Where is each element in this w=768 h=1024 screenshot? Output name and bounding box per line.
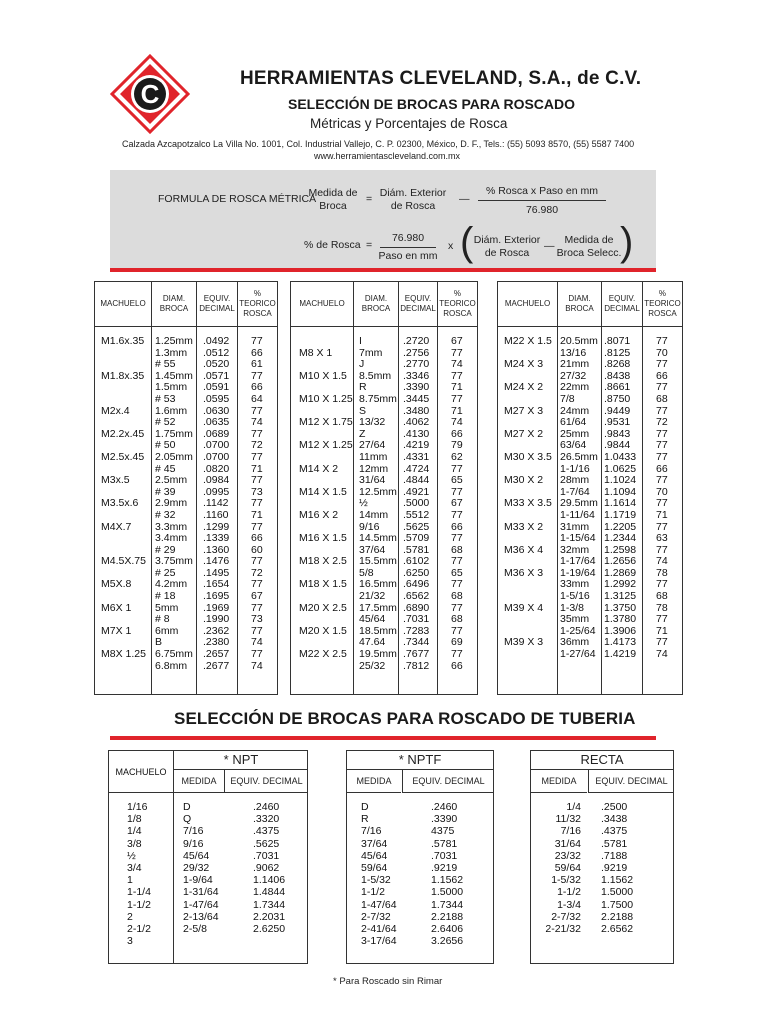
npt-equiv-header: EQUIV. DECIMAL (224, 770, 308, 793)
formula-label: FORMULA DE ROSCA MÉTRICA (158, 193, 317, 205)
formula1-equals: = (366, 193, 373, 205)
formula1-denominator: 76.980 (525, 204, 559, 216)
formula2-term-b-line2: Broca Selecc. (556, 247, 622, 259)
formula1-term-line2: de Rosca (390, 200, 436, 212)
npt-medida-header: MEDIDA (173, 770, 224, 793)
formula2-term-b-line1: Medida de (564, 234, 614, 246)
company-name: HERRAMIENTAS CLEVELAND, S.A., de C.V. (240, 68, 642, 89)
nptf-equiv-header: EQUIV. DECIMAL (402, 770, 494, 793)
header-pct: % TEORICO ROSCA (643, 282, 683, 327)
formula2-equals: = (366, 239, 373, 251)
col-divider (173, 792, 174, 963)
formula1-lhs-line1: Medida de (308, 187, 358, 199)
formula1-term-line1: Diám. Exterior (379, 187, 447, 199)
npt-table (108, 750, 308, 964)
company-website[interactable]: www.herramientascleveland.com.mx (314, 151, 461, 161)
col-machuelo: M1.6x.35 M1.8x.35 M2x.4 M2.2x.45 M2.5x.45 M3x.5 M3.5x.6 M4X.7 M4.5X.75 M5X.8 M6X 1 M7X 1 M8X 1.25 (101, 335, 146, 661)
col-divider (601, 326, 602, 694)
col-diam: 1.25mm 1.3mm # 55 1.45mm 1.5mm # 53 1.6mm # 52 1.75mm # 50 2.05mm # 45 2.5mm # 39 2.9mm # 32 3.3mm 3.4mm # 29 3.75mm # 25 4.2mm # 18 5mm # 8 6mm B 6.75mm 6.8mm (155, 335, 193, 672)
col-divider (642, 326, 643, 694)
formula2-numerator: 76.980 (391, 232, 425, 244)
col-machuelo: M22 X 1.5 M24 X 3 M24 X 2 M27 X 3 M27 X 2 M30 X 3.5 M30 X 2 M33 X 3.5 M33 X 2 M36 X 4 M36 X 3 M39 X 4 M39 X 3 (504, 335, 552, 649)
recta-medida-header: MEDIDA (531, 770, 587, 793)
header-pct: % TEORICO ROSCA (438, 282, 478, 327)
formula2-times: x (448, 240, 454, 252)
formula1-fraction-bar (478, 200, 606, 201)
formula2-term-a (472, 234, 542, 260)
col-equiv: .2720 .2756 .2770 .3346 .3390 .3445 .3480 .4062 .4130 .4219 .4331 .4724 .4844 .4921 .5000 .5512 .5625 .5709 .5781 .6102 .6250 .6496 .6562 .6890 .7031 .7283 .7344 .7677 .7812 (403, 335, 430, 672)
header-pct: % TEORICO ROSCA (238, 282, 278, 327)
formula-box (110, 170, 656, 268)
npt-col-equiv: .2460 .3320 .4375 .5625 .7031 .9062 1.1406 1.4844 1.7344 2.2031 2.6250 (253, 801, 286, 936)
formula2-term-a-line1: Diám. Exterior (473, 234, 541, 246)
col-machuelo: M8 X 1 M10 X 1.5 M10 X 1.25 M12 X 1.75 M12 X 1.25 M14 X 2 M14 X 1.5 M16 X 2 M16 X 1.5 M18 X 2.5 M18 X 1.5 M20 X 2.5 M20 X 1.5 M22 X 2.5 (299, 346, 353, 661)
col-divider (237, 326, 238, 694)
col-divider (398, 326, 399, 694)
formula2-close-paren: ) (620, 220, 634, 264)
col-divider (557, 326, 558, 694)
footnote: * Para Roscado sin Rimar (333, 976, 443, 987)
recta-table (530, 750, 674, 964)
nptf-table (346, 750, 494, 964)
col-equiv: .8071 .8125 .8268 .8438 .8661 .8750 .9449 .9531 .9843 .9844 1.0433 1.0625 1.1024 1.1094 1.1614 1.1719 1.2205 1.2344 1.2598 1.2656 1.2869 1.2992 1.3125 1.3750 1.3780 1.3906 1.4173 1.4219 (604, 335, 637, 661)
header-machuelo: MACHUELO (291, 282, 354, 327)
formula1-minus: — (459, 193, 470, 205)
formula2-lhs: % de Rosca (304, 239, 361, 251)
nptf-medida-header: MEDIDA (347, 770, 401, 793)
company-address: Calzada Azcapotzalco La Villa No. 1001, Col. Industrial Vallejo, C. P. 02300, México, D. F., Tels.: (55) 5093 8570, (55) 5587 7400 (122, 139, 635, 149)
col-divider (437, 326, 438, 694)
npt-col-machuelo: 1/16 1/8 1/4 3/8 ½ 3/4 1 1-1/4 1-1/2 2 2-1/2 3 (127, 801, 151, 948)
header-equiv: EQUIV. DECIMAL (399, 282, 438, 327)
metric-table-2 (290, 281, 478, 695)
header-equiv: EQUIV. DECIMAL (197, 282, 238, 327)
npt-col-medida: D Q 7/16 9/16 45/64 29/32 1-9/64 1-31/64 1-47/64 2-13/64 2-5/8 (183, 801, 219, 936)
company-logo (110, 54, 190, 134)
formula2-open-paren: ( (460, 220, 474, 264)
formula2-fraction-bar (380, 247, 436, 248)
formula1-numerator: % Rosca x Paso en mm (485, 185, 599, 197)
formula2-minus: — (544, 240, 555, 252)
col-equiv: .0492 .0512 .0520 .0571 .0591 .0595 .0630 .0635 .0689 .0700 .0700 .0820 .0984 .0995 .1142 .1160 .1299 .1339 .1360 .1476 .1495 .1654 .1695 .1969 .1990 .2362 .2380 .2657 .2677 (203, 335, 230, 672)
document-title: SELECCIÓN DE BROCAS PARA ROSCADO (288, 96, 576, 112)
tuberia-title: SELECCIÓN DE BROCAS PARA ROSCADO DE TUBERIA (174, 709, 636, 728)
recta-header: RECTA (531, 751, 673, 770)
nptf-col-medida: D R 7/16 37/64 45/64 59/64 1-5/32 1-1/2 1-47/64 2-7/32 2-41/64 3-17/64 (361, 801, 397, 948)
col-divider (196, 326, 197, 694)
header-diam: DIAM. BROCA (558, 282, 602, 327)
header-machuelo: MACHUELO (498, 282, 558, 327)
npt-header: * NPT (173, 751, 308, 770)
col-diam: 20.5mm 13/16 21mm 27/32 22mm 7/8 24mm 61/64 25mm 63/64 26.5mm 1-1/16 28mm 1-7/64 29.5mm 1-11/64 31mm 1-15/64 32mm 1-17/64 1-19/64 33mm 1-5/16 1-3/8 35mm 1-25/64 36mm 1-27/64 (560, 335, 598, 661)
nptf-header: * NPTF (347, 751, 493, 770)
recta-col-equiv: .2500 .3438 .4375 .5781 .7188 .9219 1.1562 1.5000 1.7500 2.2188 2.6562 (601, 801, 634, 936)
header-diam: DIAM. BROCA (354, 282, 399, 327)
formula2-term-b (556, 234, 622, 260)
document-subtitle: Métricas y Porcentajes de Rosca (310, 116, 508, 131)
header-diam: DIAM. BROCA (152, 282, 197, 327)
red-divider-bottom (110, 736, 656, 740)
recta-col-medida: 1/4 11/32 7/16 31/64 23/32 59/64 1-5/32 1-1/2 1-3/4 2-7/32 2-21/32 (545, 801, 581, 936)
header-machuelo: MACHUELO (95, 282, 152, 327)
metric-table-1 (94, 281, 278, 695)
formula2-term-a-line2: de Rosca (484, 247, 530, 259)
npt-machuelo-header: MACHUELO (109, 751, 173, 793)
col-divider (353, 326, 354, 694)
metric-table-3 (497, 281, 683, 695)
header-equiv: EQUIV. DECIMAL (602, 282, 643, 327)
col-pct: 67 77 74 77 71 77 71 74 66 79 62 77 65 77 67 77 66 77 68 77 65 77 68 77 68 77 69 77 66 (451, 335, 463, 672)
logo-letter: C (140, 79, 160, 109)
formula1-lhs (306, 187, 360, 213)
col-pct: 77 66 61 77 66 64 77 74 77 72 77 71 77 73 77 71 77 66 60 77 72 77 67 77 73 77 74 77 74 (251, 335, 263, 672)
col-divider (151, 326, 152, 694)
formula2-denominator: Paso en mm (378, 250, 438, 262)
col-pct: 77 70 77 66 77 68 77 72 77 77 77 66 77 70 77 71 77 63 77 74 78 77 68 78 77 71 77 74 (656, 335, 668, 661)
formula1-lhs-line2: Broca (319, 200, 347, 212)
nptf-col-equiv: .2460 .3390 4375 .5781 .7031 .9219 1.1562 1.5000 1.7344 2.2188 2.6406 3.2656 (431, 801, 464, 948)
red-divider-top (110, 268, 656, 272)
recta-equiv-header: EQUIV. DECIMAL (588, 770, 674, 793)
col-diam: I 7mm J 8.5mm R 8.75mm S 13/32 Z 27/64 11mm 12mm 31/64 12.5mm ½ 14mm 9/16 14.5mm 37/64 15.5mm 5/8 16.5mm 21/32 17.5mm 45/64 18.5mm 47.64 19.5mm 25/32 (359, 335, 397, 672)
formula1-term (378, 187, 448, 213)
